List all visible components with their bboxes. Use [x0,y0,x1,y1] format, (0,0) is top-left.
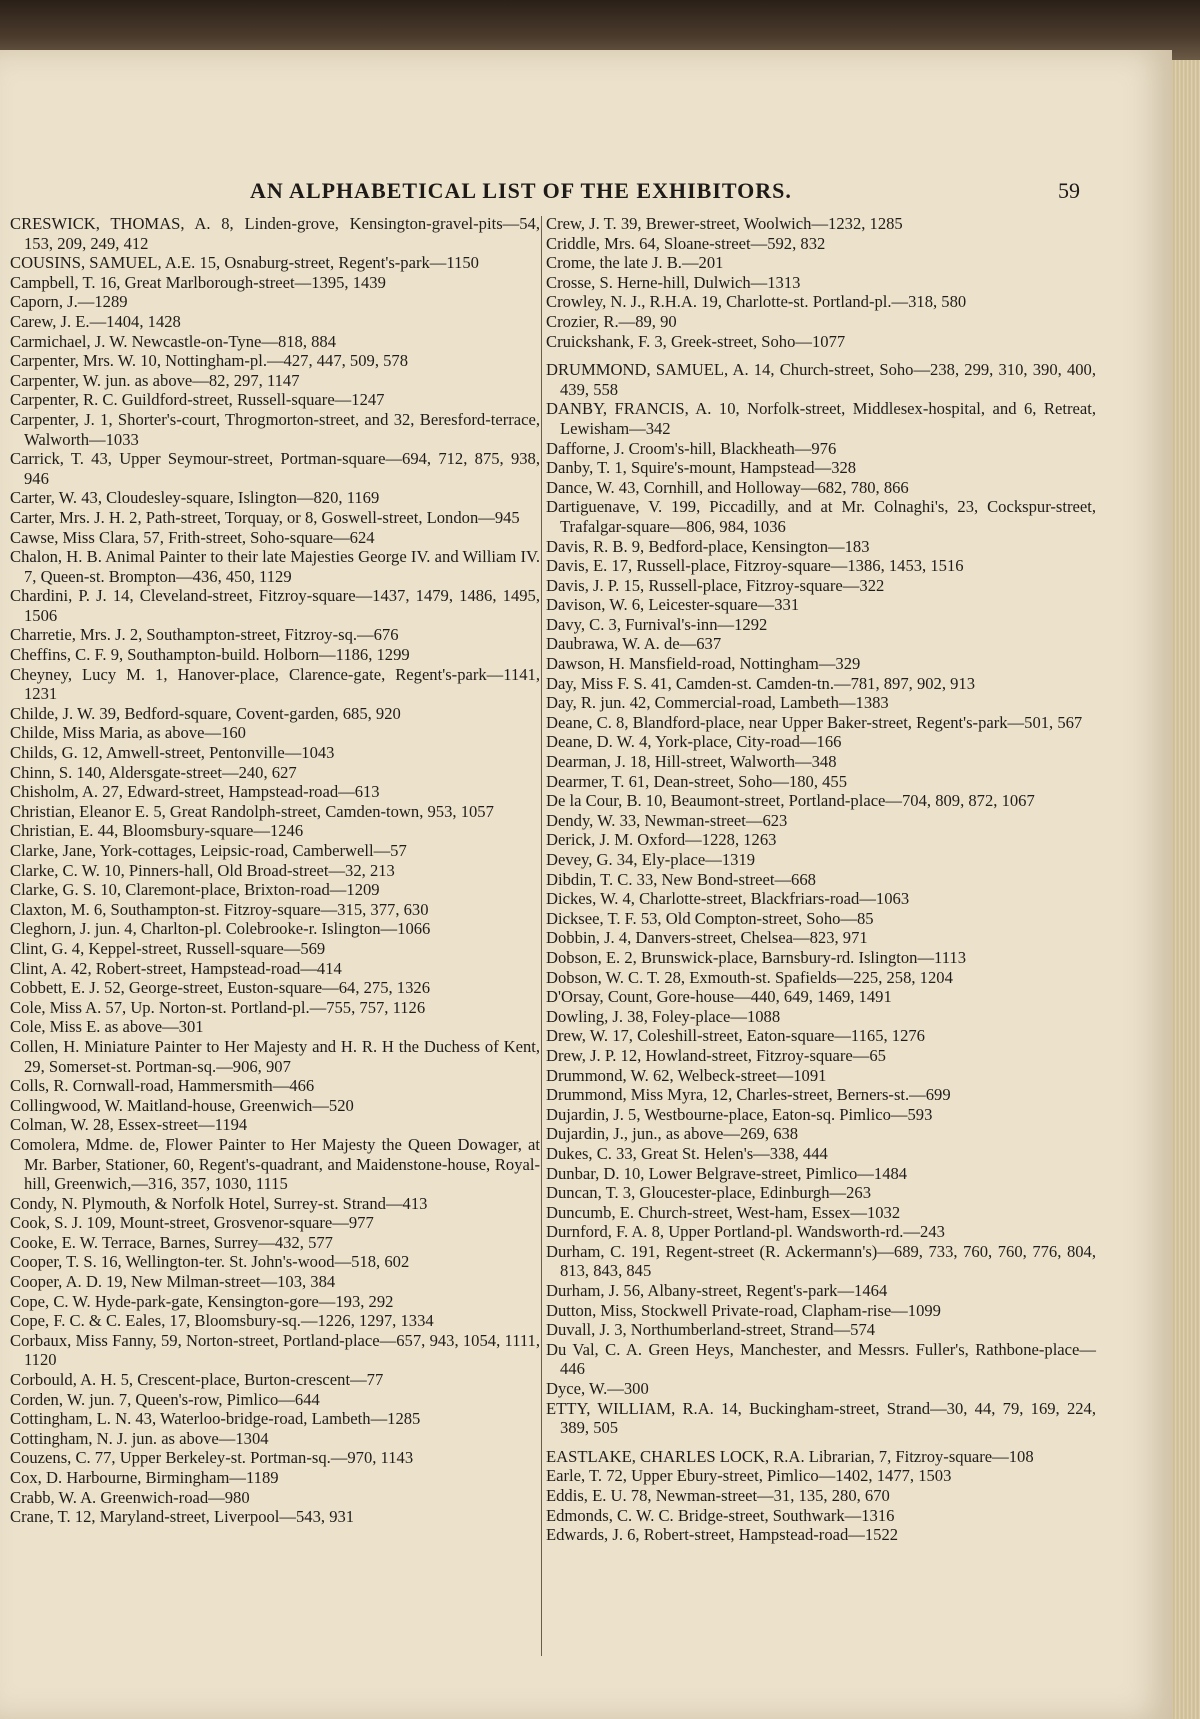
exhibitor-entry: Cox, D. Harbourne, Birmingham—1189 [10,1468,279,1487]
exhibitor-entry: Couzens, C. 77, Upper Berkeley-st. Portman-sq.—970, 1143 [10,1448,414,1468]
exhibitor-entry: DRUMMOND, SAMUEL, A. 14, Church-street, Soho—238, 299, 310, 390, 400, 439, 558 [546,360,1096,399]
exhibitor-entry: Christian, Eleanor E. 5, Great Randolph-street, Camden-town, 953, 1057 [10,801,494,821]
exhibitor-entry: Devey, G. 34, Ely-place—1319 [546,850,756,869]
exhibitor-entry: Duncumb, E. Church-street, West-ham, Essex—1032 [546,1202,901,1222]
exhibitor-entry: Drew, J. P. 12, Howland-street, Fitzroy-square—65 [546,1045,886,1065]
exhibitor-entry: Chisholm, A. 27, Edward-street, Hampstead-road—613 [10,782,380,802]
page-header [0,178,1172,208]
exhibitor-entry: D'Orsay, Count, Gore-house—440, 649, 1469, 1491 [546,987,892,1007]
exhibitor-entry: Criddle, Mrs. 64, Sloane-street—592, 832 [546,233,826,253]
exhibitor-entry: CRESWICK, THOMAS, A. 8, Linden-grove, Kensington-gravel-pits—54, 153, 209, 249, 412 [10,214,540,253]
exhibitor-entry: Dafforne, J. Croom's-hill, Blackheath—976 [546,438,837,458]
exhibitor-entry: Clarke, Jane, York-cottages, Leipsic-road, Camberwell—57 [10,841,407,860]
exhibitor-entry: Drummond, Miss Myra, 12, Charles-street, Berners-st.—699 [546,1085,951,1105]
exhibitor-entry: Collen, H. Miniature Painter to Her Majesty and H. R. H the Duchess of Kent, 29, Somerset-st. Portman-sq.—906, 907 [10,1036,540,1076]
exhibitor-entry: Daubrawa, W. A. de—637 [546,634,722,654]
exhibitor-entry: Cobbett, E. J. 52, George-street, Euston-square—64, 275, 1326 [10,978,430,998]
exhibitor-entry: Davy, C. 3, Furnival's-inn—1292 [546,614,768,634]
exhibitor-entry: Dujardin, J., jun., as above—269, 638 [546,1124,799,1144]
exhibitor-entry: Clarke, C. W. 10, Pinners-hall, Old Broad-street—32, 213 [10,860,395,880]
exhibitor-entry: Corden, W. jun. 7, Queen's-row, Pimlico—644 [10,1389,320,1409]
exhibitor-entry: ETTY, WILLIAM, R.A. 14, Buckingham-street, Strand—30, 44, 79, 169, 224, 389, 505 [546,1398,1096,1438]
exhibitor-entry: Eddis, E. U. 78, Newman-street—31, 135, 280, 670 [546,1486,890,1505]
exhibitor-entry: Caporn, J.—1289 [10,292,128,312]
exhibitor-entry: Corbaux, Miss Fanny, 59, Norton-street, Portland-place—657, 943, 1054, 1111, 1120 [10,1330,540,1370]
exhibitor-entry: Dobson, W. C. T. 28, Exmouth-st. Spafields—225, 258, 1204 [546,967,953,987]
exhibitor-entry: De la Cour, B. 10, Beaumont-street, Portland-place—704, 809, 872, 1067 [546,791,1035,811]
exhibitor-entry: Duncan, T. 3, Gloucester-place, Edinburgh—263 [546,1183,872,1203]
exhibitor-entry: Earle, T. 72, Upper Ebury-street, Pimlico—1402, 1477, 1503 [546,1466,952,1486]
exhibitor-entry: Durham, C. 191, Regent-street (R. Ackermann's)—689, 733, 760, 760, 776, 804, 813, 843, 845 [546,1241,1096,1281]
exhibitor-entry: Dance, W. 43, Cornhill, and Holloway—682, 780, 866 [546,477,909,497]
exhibitor-entry: Dobson, E. 2, Brunswick-place, Barnsbury-rd. Islington—1113 [546,947,967,967]
exhibitor-entry: Dowling, J. 38, Foley-place—1088 [546,1006,781,1026]
exhibitor-entry: Crozier, R.—89, 90 [546,311,677,331]
exhibitor-entry: Cheyney, Lucy M. 1, Hanover-place, Clarence-gate, Regent's-park—1141, 1231 [10,664,540,704]
exhibitor-entry: Cooper, T. S. 16, Wellington-ter. St. John's-wood—518, 602 [10,1252,410,1272]
exhibitor-entry: Chalon, H. B. Animal Painter to their late Majesties George IV. and William IV. 7, Queen-st. Brompton—436, 450, 1129 [10,547,540,586]
exhibitor-entry: Clarke, G. S. 10, Claremont-place, Brixton-road—1209 [10,880,380,900]
exhibitor-entry: Cook, S. J. 109, Mount-street, Grosvenor-square—977 [10,1213,374,1233]
exhibitor-entry: Charretie, Mrs. J. 2, Southampton-street, Fitzroy-sq.—676 [10,625,399,645]
exhibitor-entry: Carpenter, Mrs. W. 10, Nottingham-pl.—427, 447, 509, 578 [10,351,409,371]
exhibitor-entry: Carpenter, R. C. Guildford-street, Russell-square—1247 [10,390,385,410]
exhibitor-entry: Dujardin, J. 5, Westbourne-place, Eaton-sq. Pimlico—593 [546,1104,933,1124]
exhibitor-entry: Cooper, A. D. 19, New Milman-street—103, 384 [10,1272,336,1292]
exhibitor-entry: Crane, T. 12, Maryland-street, Liverpool—543, 931 [10,1507,355,1527]
exhibitor-entry: Danby, T. 1, Squire's-mount, Hampstead—328 [546,458,857,478]
exhibitor-entry: Carmichael, J. W. Newcastle-on-Tyne—818, 884 [10,331,337,351]
exhibitor-entry: Crew, J. T. 39, Brewer-street, Woolwich—1232, 1285 [546,214,903,233]
exhibitor-entry: Du Val, C. A. Green Heys, Manchester, and Messrs. Fuller's, Rathbone-place—446 [546,1339,1096,1379]
exhibitor-entry: Carter, Mrs. J. H. 2, Path-street, Torquay, or 8, Goswell-street, London—945 [10,507,520,527]
exhibitor-entry: Christian, E. 44, Bloomsbury-square—1246 [10,821,304,841]
exhibitor-entry: Chardini, P. J. 14, Cleveland-street, Fitzroy-square—1437, 1479, 1486, 1495, 1506 [10,586,540,625]
page-edges [1172,60,1200,1719]
exhibitor-entry: Davison, W. 6, Leicester-square—331 [546,595,800,615]
column-divider [541,216,542,1656]
exhibitor-entry: Clint, A. 42, Robert-street, Hampstead-road—414 [10,958,342,978]
exhibitor-entry: Dukes, C. 33, Great St. Helen's—338, 444 [546,1143,828,1163]
exhibitor-entry: Childs, G. 12, Amwell-street, Pentonville—1043 [10,743,335,763]
exhibitor-entry: Drummond, W. 62, Welbeck-street—1091 [546,1065,827,1085]
exhibitor-entry: Davis, R. B. 9, Bedford-place, Kensington—183 [546,536,870,556]
exhibitor-entry: Crome, the late J. B.—201 [546,253,724,273]
exhibitor-entry: Childe, Miss Maria, as above—160 [10,723,246,743]
exhibitor-entry: Collingwood, W. Maitland-house, Greenwich—520 [10,1095,354,1115]
exhibitor-entry: Dibdin, T. C. 33, New Bond-street—668 [546,869,816,889]
exhibitor-entry: Carter, W. 43, Cloudesley-square, Islington—820, 1169 [10,488,380,508]
exhibitor-entry: Carpenter, W. jun. as above—82, 297, 1147 [10,370,300,390]
exhibitor-entry: Dyce, W.—300 [546,1379,649,1399]
page-title: AN ALPHABETICAL LIST OF THE EXHIBITORS. [250,178,792,203]
exhibitor-entry: Dobbin, J. 4, Danvers-street, Chelsea—823, 971 [546,928,868,948]
exhibitor-entry: Edmonds, C. W. C. Bridge-street, Southwark—1316 [546,1505,895,1525]
exhibitor-entry: Dendy, W. 33, Newman-street—623 [546,810,788,830]
exhibitor-entry: Cole, Miss E. as above—301 [10,1017,204,1037]
exhibitor-entry: Dunbar, D. 10, Lower Belgrave-street, Pimlico—1484 [546,1163,908,1183]
page-number: 59 [1058,178,1080,203]
exhibitor-entry: Durnford, F. A. 8, Upper Portland-pl. Wandsworth-rd.—243 [546,1222,945,1242]
exhibitor-entry: Durham, J. 56, Albany-street, Regent's-park—1464 [546,1281,888,1301]
exhibitor-entry: EASTLAKE, CHARLES LOCK, R.A. Librarian, 7, Fitzroy-square—108 [546,1446,1034,1466]
exhibitor-entry: Davis, J. P. 15, Russell-place, Fitzroy-square—322 [546,575,885,595]
exhibitor-entry: COUSINS, SAMUEL, A.E. 15, Osnaburg-street, Regent's-park—1150 [10,253,479,273]
exhibitor-entry: Cleghorn, J. jun. 4, Charlton-pl. Colebrooke-r. Islington—1066 [10,919,431,939]
exhibitor-entry: Clint, G. 4, Keppel-street, Russell-square—569 [10,938,326,958]
exhibitor-entry: Day, Miss F. S. 41, Camden-st. Camden-tn.—781, 897, 902, 913 [546,673,976,693]
exhibitor-entry: Cruickshank, F. 3, Greek-street, Soho—1077 [546,331,846,351]
exhibitor-entry: Cottingham, N. J. jun. as above—1304 [10,1428,269,1448]
exhibitor-entry: Cope, C. W. Hyde-park-gate, Kensington-gore—193, 292 [10,1291,394,1311]
exhibitor-entry: Carew, J. E.—1404, 1428 [10,311,181,331]
exhibitor-entry: Campbell, T. 16, Great Marlborough-street—1395, 1439 [10,272,386,292]
exhibitor-entry: Condy, N. Plymouth, & Norfolk Hotel, Surrey-st. Strand—413 [10,1193,428,1213]
exhibitor-entry: Duvall, J. 3, Northumberland-street, Strand—574 [546,1320,876,1340]
exhibitor-entry: Carrick, T. 43, Upper Seymour-street, Portman-square—694, 712, 875, 938, 946 [10,449,540,488]
exhibitor-entry: Crosse, S. Herne-hill, Dulwich—1313 [546,272,801,292]
exhibitor-entry: Edwards, J. 6, Robert-street, Hampstead-road—1522 [546,1525,899,1545]
exhibitor-entry: Corbould, A. H. 5, Crescent-place, Burton-crescent—77 [10,1370,384,1390]
exhibitor-entry: Cawse, Miss Clara, 57, Frith-street, Soho-square—624 [10,527,375,547]
exhibitor-entry: Chinn, S. 140, Aldersgate-street—240, 627 [10,762,297,782]
left-column [10,214,540,1527]
exhibitor-entry: Comolera, Mdme. de, Flower Painter to Her Majesty the Queen Dowager, at Mr. Barber, Stationer, 60, Regent's-quadrant, and Maidenstone-house, Royal-hill, Greenwich,—316, 357, 1030, 1115 [10,1134,540,1194]
exhibitor-entry: Dawson, H. Mansfield-road, Nottingham—329 [546,654,861,674]
exhibitor-entry: Dutton, Miss, Stockwell Private-road, Clapham-rise—1099 [546,1300,941,1320]
exhibitor-entry: Drew, W. 17, Coleshill-street, Eaton-square—1165, 1276 [546,1026,925,1046]
exhibitor-entry: Cope, F. C. & C. Eales, 17, Bloomsbury-sq.—1226, 1297, 1334 [10,1311,434,1331]
exhibitor-entry: Cole, Miss A. 57, Up. Norton-st. Portland-pl.—755, 757, 1126 [10,997,426,1017]
exhibitor-entry: Dearman, J. 18, Hill-street, Walworth—348 [546,752,837,772]
exhibitor-entry: Claxton, M. 6, Southampton-st. Fitzroy-square—315, 377, 630 [10,899,429,919]
exhibitor-entry: Derick, J. M. Oxford—1228, 1263 [546,830,777,850]
exhibitor-entry: Colls, R. Cornwall-road, Hammersmith—466 [10,1076,315,1096]
exhibitor-entry: Day, R. jun. 42, Commercial-road, Lambeth—1383 [546,693,889,713]
exhibitor-entry: Crabb, W. A. Greenwich-road—980 [10,1487,250,1507]
exhibitor-entry: Dicksee, T. F. 53, Old Compton-street, Soho—85 [546,908,874,928]
exhibitor-entry: Dearmer, T. 61, Dean-street, Soho—180, 455 [546,771,848,791]
exhibitor-entry: Cottingham, L. N. 43, Waterloo-bridge-road, Lambeth—1285 [10,1409,421,1429]
exhibitor-entry: Cooke, E. W. Terrace, Barnes, Surrey—432, 577 [10,1232,333,1252]
exhibitor-entry: Cheffins, C. F. 9, Southampton-build. Holborn—1186, 1299 [10,645,410,665]
exhibitor-entry: Colman, W. 28, Essex-street—1194 [10,1115,248,1135]
exhibitor-entry: Davis, E. 17, Russell-place, Fitzroy-square—1386, 1453, 1516 [546,556,964,576]
exhibitor-entry: Childe, J. W. 39, Bedford-square, Covent-garden, 685, 920 [10,703,401,723]
exhibitor-entry: Dartiguenave, V. 199, Piccadilly, and at Mr. Colnaghi's, 23, Cockspur-street, Trafalgar-square—806, 984, 1036 [546,497,1096,536]
book-page [0,50,1172,1719]
right-column [546,214,1096,1545]
exhibitor-entry: Carpenter, J. 1, Shorter's-court, Throgmorton-street, and 32, Beresford-terrace, Walworth—1033 [10,409,540,449]
exhibitor-entry: Crowley, N. J., R.H.A. 19, Charlotte-st. Portland-pl.—318, 580 [546,292,967,312]
exhibitor-entry: DANBY, FRANCIS, A. 10, Norfolk-street, Middlesex-hospital, and 6, Retreat, Lewisham—342 [546,399,1096,438]
exhibitor-entry: Dickes, W. 4, Charlotte-street, Blackfriars-road—1063 [546,889,910,909]
exhibitor-entry: Deane, D. W. 4, York-place, City-road—166 [546,732,842,752]
exhibitor-entry: Deane, C. 8, Blandford-place, near Upper Baker-street, Regent's-park—501, 567 [546,712,1083,732]
